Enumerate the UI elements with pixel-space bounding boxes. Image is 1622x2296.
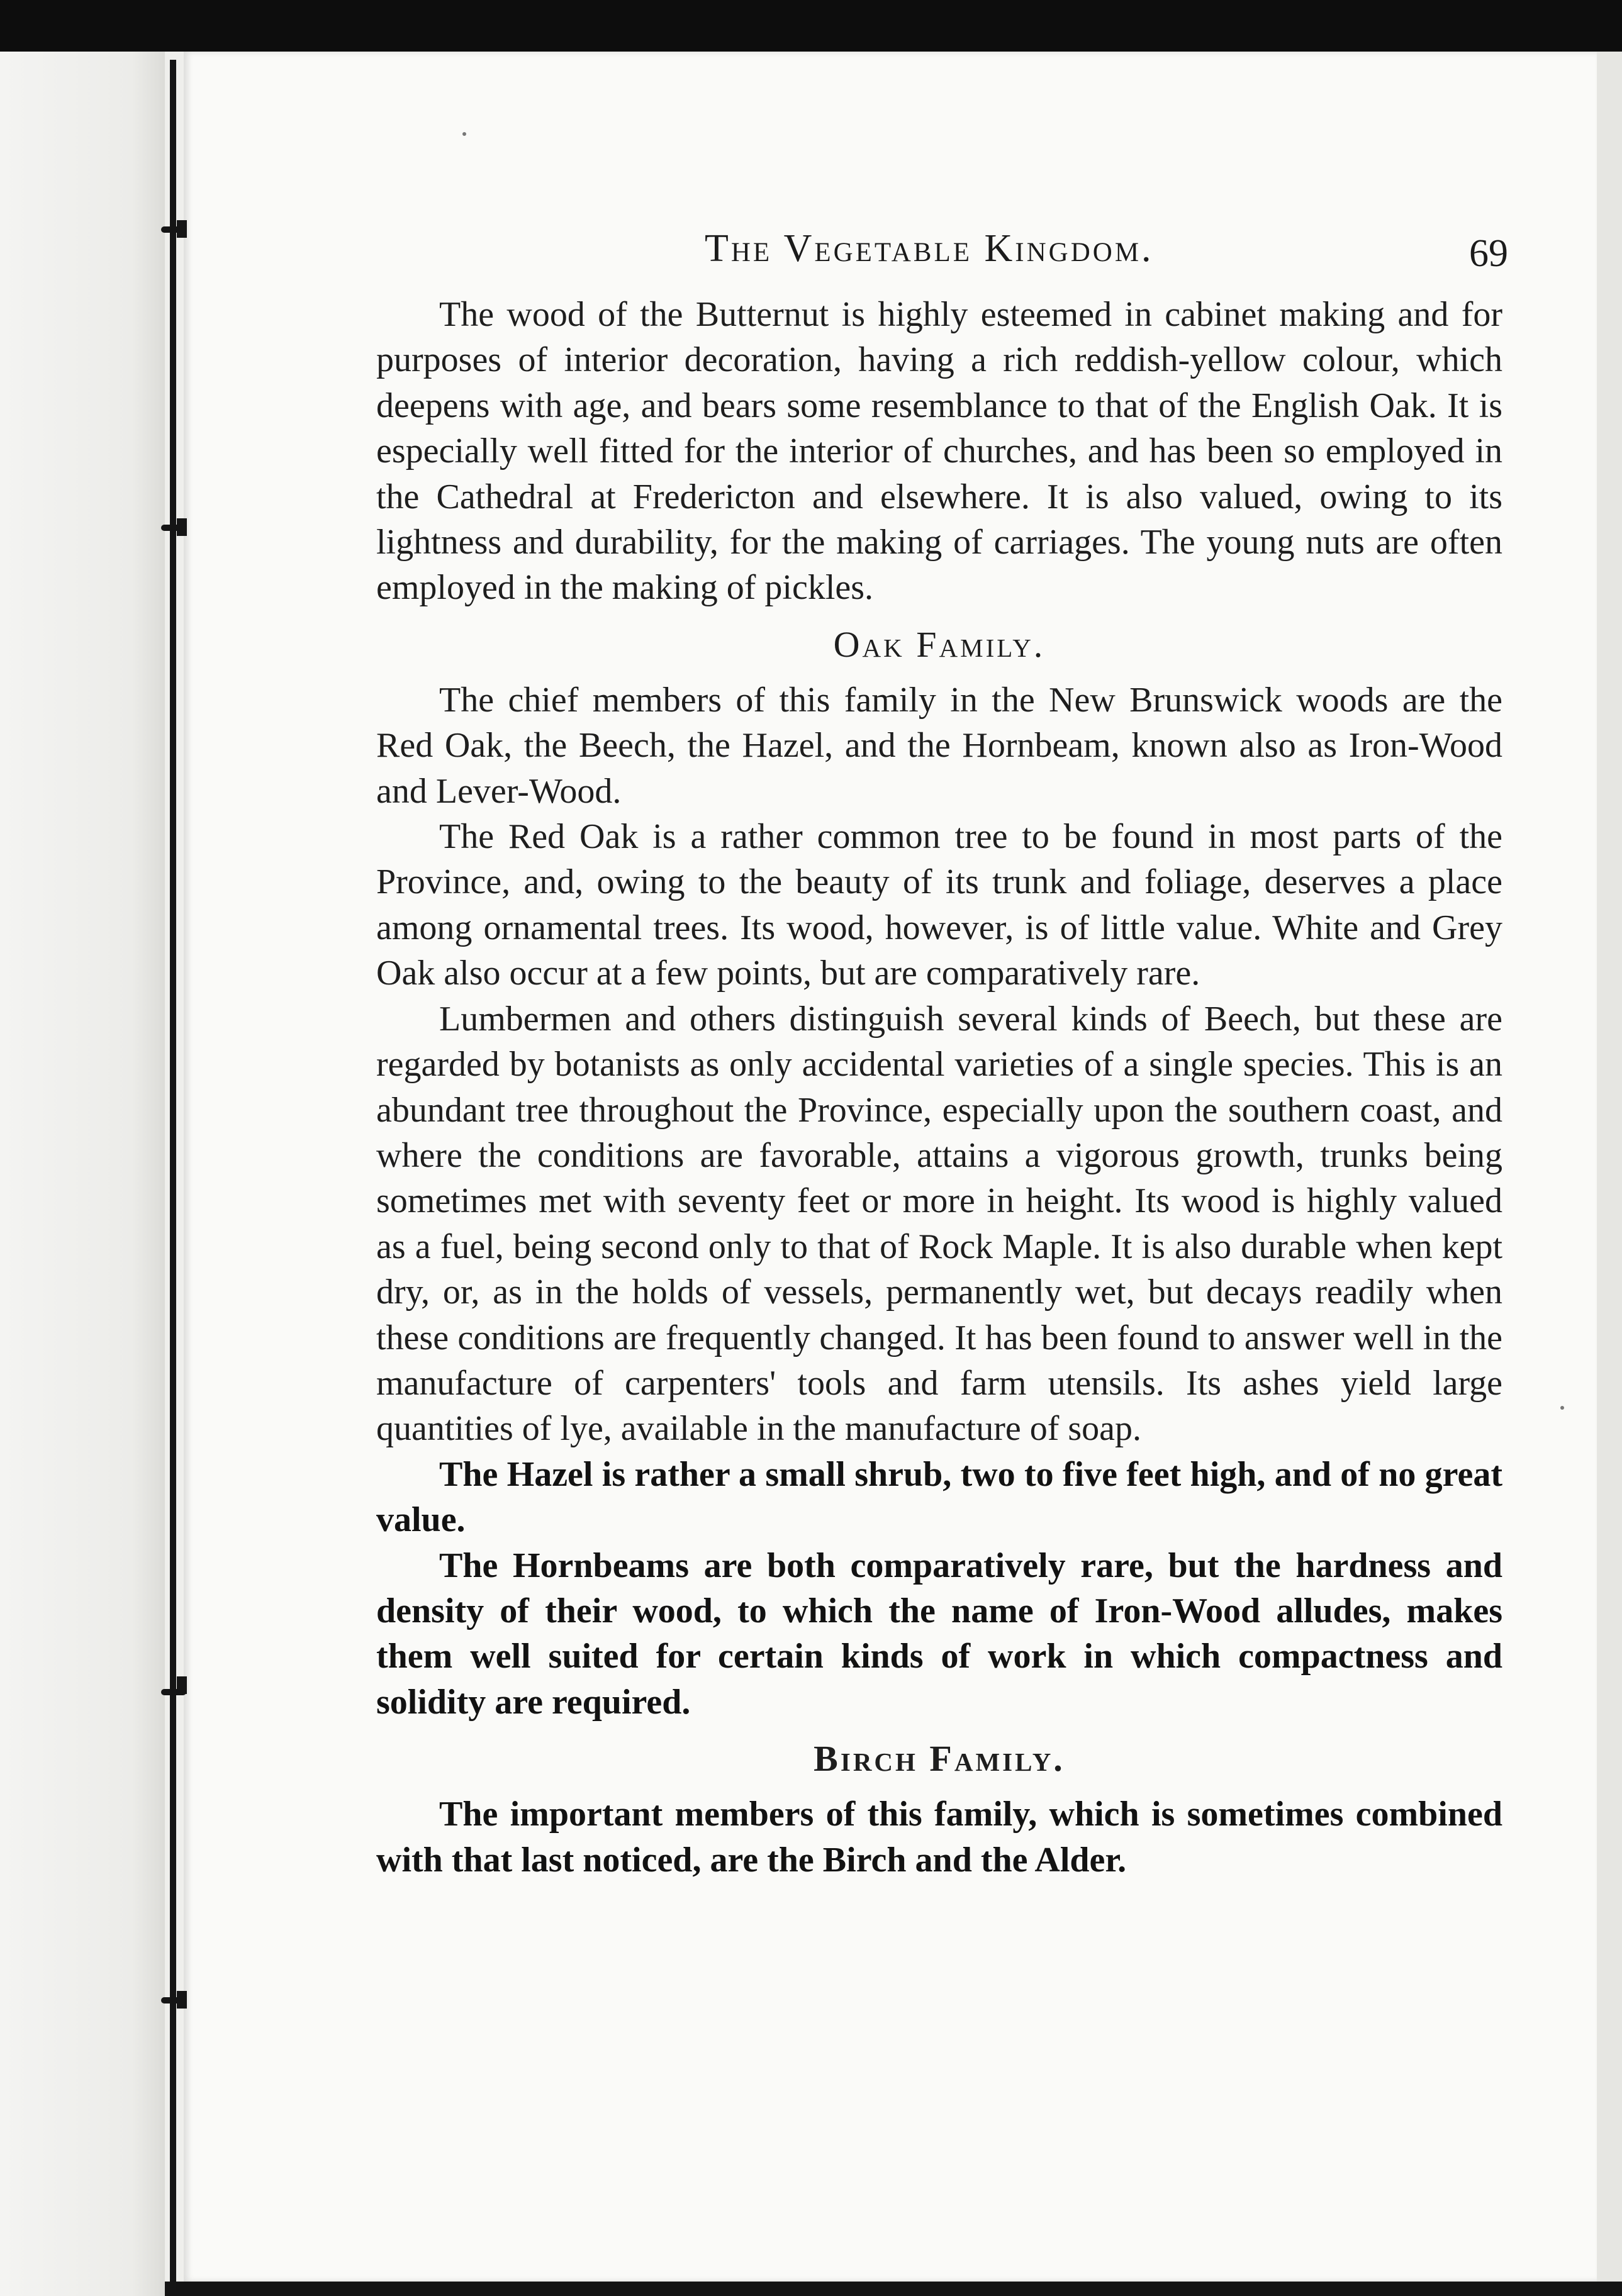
- page-body: [376, 292, 1502, 1883]
- binding-stitch-tick: [177, 518, 187, 536]
- paragraph-hornbeam: The Hornbeams are both comparatively rare, but the hardness and density of their wood, to which the name of Iron-Wood alludes, makes them well suited for certain kinds of work in which compactness and solidity are required.: [376, 1546, 1502, 1722]
- page-edge: [1597, 52, 1622, 2296]
- paragraph-hazel: The Hazel is rather a small shrub, two to five feet high, and of no great value.: [376, 1454, 1502, 1540]
- book-cover-board: [0, 52, 165, 2296]
- paragraph-birch-members: The important members of this family, which is sometimes combined with that last noticed, are the Birch and the Alder.: [376, 1795, 1502, 1880]
- lower-section: [376, 1452, 1502, 1883]
- section-heading-birch-family: Birch Family.: [814, 1738, 1065, 1780]
- binding-spine-line: [170, 60, 176, 2290]
- scan-bottom-border: [165, 2282, 1622, 2296]
- scan-speck: [462, 132, 466, 136]
- page-number: 69: [1469, 232, 1508, 275]
- binding-stitch-tick: [177, 1991, 187, 2009]
- scan-top-border: [0, 0, 1622, 52]
- paragraph-beech: Lumbermen and others distinguish several kinds of Beech, but these are regarded by botanists as only accidental varieties of a single species. This is an abundant tree throughout the Province, especially upon the southern coast, and where the conditions are favorable, attains a vigorous growth, trunks being sometimes met with seventy feet or more in height. Its wood is highly valued as a fuel, being second only to that of Rock Maple. It is also durable when kept dry, or, as in the holds of vessels, permanently wet, but decays readily when these conditions are frequently changed. It has been found to answer well in the manufacture of carpenters' tools and farm utensils. Its ashes yield large quantities of lye, available in the manufacture of soap.: [376, 999, 1502, 1449]
- binding-stitch-tick: [177, 220, 187, 238]
- scan-speck: [1560, 1406, 1564, 1410]
- paragraph-oak-members: The chief members of this family in the New Brunswick woods are the Red Oak, the Beech, the Hazel, and the Hornbeam, known also as Iron-Wood and Lever-Wood.: [376, 680, 1502, 811]
- paragraph-red-oak: The Red Oak is a rather common tree to be found in most parts of the Province, and, owing to the beauty of its trunk and foliage, deserves a place among ornamental trees. Its wood, however, is of little value. White and Grey Oak also occur at a few points, but are comparatively rare.: [376, 817, 1502, 993]
- section-heading-oak-family: Oak Family.: [833, 623, 1046, 665]
- paragraph-butternut: The wood of the Butternut is highly esteemed in cabinet making and for purposes of interior decoration, having a rich reddish-yellow colour, which deepens with age, and bears some resemblance to that of the English Oak. It is especially well fitted for the interior of churches, and has been so employed in the Cathedral at Fredericton and elsewhere. It is also valued, owing to its lightness and durability, for the making of carriages. The young nuts are often employed in the making of pickles.: [376, 295, 1502, 608]
- binding-stitch-tick: [177, 1676, 187, 1694]
- running-head: The Vegetable Kingdom.: [705, 227, 1154, 270]
